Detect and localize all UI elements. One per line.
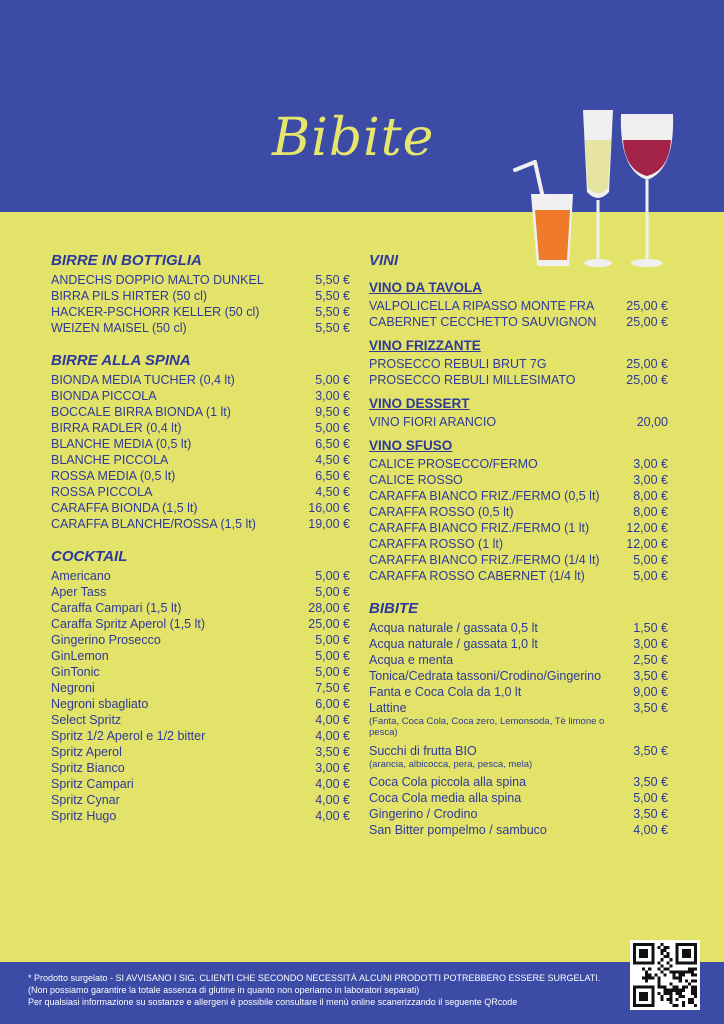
item-price: 3,50 € bbox=[633, 807, 668, 821]
item-name: San Bitter pompelmo / sambuco bbox=[369, 823, 547, 837]
item-price: 28,00 € bbox=[308, 601, 350, 615]
item-price: 5,50 € bbox=[315, 321, 350, 335]
item-price: 9,00 € bbox=[633, 685, 668, 699]
item-price: 25,00 € bbox=[626, 373, 668, 387]
right-column bbox=[369, 250, 668, 838]
list-bibite-a bbox=[369, 620, 668, 700]
item-price: 3,50 € bbox=[315, 745, 350, 759]
menu-item bbox=[51, 436, 350, 452]
menu-item bbox=[51, 468, 350, 484]
item-price: 12,00 € bbox=[626, 521, 668, 535]
list-vino-sfuso bbox=[369, 456, 668, 584]
item-name: VALPOLICELLA RIPASSO MONTE FRA bbox=[369, 299, 595, 313]
subheading-vino-frizzante: VINO FRIZZANTE bbox=[369, 338, 481, 353]
footer-line-2: (Non possiamo garantire la totale assenza di glutine in quanto non operiamo in laboratori separati) bbox=[28, 985, 420, 995]
subheading-vino-tavola: VINO DA TAVOLA bbox=[369, 280, 482, 295]
item-name: CALICE ROSSO bbox=[369, 473, 463, 487]
item-price: 3,50 € bbox=[633, 744, 668, 758]
drinks-illustration-icon bbox=[505, 100, 685, 272]
item-name: WEIZEN MAISEL (50 cl) bbox=[51, 321, 187, 335]
item-price: 6,00 € bbox=[315, 697, 350, 711]
menu-item bbox=[51, 616, 350, 632]
item-price: 25,00 € bbox=[626, 299, 668, 313]
list-vino-dessert bbox=[369, 414, 668, 430]
section-heading-vini: VINI bbox=[369, 252, 399, 269]
item-price: 5,50 € bbox=[315, 273, 350, 287]
item-name: Gingerino Prosecco bbox=[51, 633, 161, 647]
item-name: CARAFFA ROSSO (1 lt) bbox=[369, 537, 504, 551]
menu-item bbox=[369, 552, 668, 568]
menu-item bbox=[51, 728, 350, 744]
menu-item bbox=[51, 760, 350, 776]
menu-item bbox=[51, 452, 350, 468]
item-name: Aper Tass bbox=[51, 585, 107, 599]
item-price: 5,00 € bbox=[633, 553, 668, 567]
menu-item bbox=[51, 584, 350, 600]
menu-item bbox=[369, 314, 668, 330]
item-name: PROSECCO REBULI MILLESIMATO bbox=[369, 373, 576, 387]
menu-item bbox=[51, 484, 350, 500]
menu-item bbox=[51, 696, 350, 712]
item-name: VINO FIORI ARANCIO bbox=[369, 415, 497, 429]
menu-item bbox=[369, 806, 668, 822]
item-name: Spritz Campari bbox=[51, 777, 134, 791]
item-price: 6,50 € bbox=[315, 437, 350, 451]
item-price: 4,00 € bbox=[315, 777, 350, 791]
menu-item bbox=[369, 652, 668, 668]
list-cocktail bbox=[51, 568, 350, 824]
item-name: Spritz Aperol bbox=[51, 745, 122, 759]
menu-item bbox=[51, 372, 350, 388]
list-vino-tavola bbox=[369, 298, 668, 330]
item-price: 25,00 € bbox=[626, 357, 668, 371]
menu-item bbox=[51, 500, 350, 516]
item-name: CALICE PROSECCO/FERMO bbox=[369, 457, 538, 471]
item-price: 4,00 € bbox=[315, 793, 350, 807]
item-price: 3,50 € bbox=[633, 701, 668, 715]
menu-item bbox=[369, 536, 668, 552]
menu-item bbox=[51, 776, 350, 792]
item-price: 12,00 € bbox=[626, 537, 668, 551]
item-name: BLANCHE PICCOLA bbox=[51, 453, 169, 467]
item-name: Coca Cola media alla spina bbox=[369, 791, 522, 805]
item-price: 25,00 € bbox=[626, 315, 668, 329]
menu-item bbox=[51, 404, 350, 420]
menu-item bbox=[369, 504, 668, 520]
item-price: 20,00 bbox=[636, 415, 668, 429]
item-price: 6,50 € bbox=[315, 469, 350, 483]
list-birre-spina bbox=[51, 372, 350, 532]
item-name: Lattine bbox=[369, 701, 407, 715]
item-name: CARAFFA BIANCO FRIZ./FERMO (1/4 lt) bbox=[369, 553, 600, 567]
menu-item bbox=[51, 568, 350, 584]
item-price: 3,00 € bbox=[315, 761, 350, 775]
item-name: Caraffa Spritz Aperol (1,5 lt) bbox=[51, 617, 206, 631]
item-name: Acqua naturale / gassata 0,5 lt bbox=[369, 621, 538, 635]
item-name: Spritz 1/2 Aperol e 1/2 bitter bbox=[51, 729, 206, 743]
item-price: 4,50 € bbox=[315, 485, 350, 499]
item-name: BIRRA PILS HIRTER (50 cl) bbox=[51, 289, 208, 303]
menu-item bbox=[369, 456, 668, 472]
menu-item bbox=[369, 568, 668, 584]
footer-line-1: * Prodotto surgelato - SI AVVISANO I SIG. CLIENTI CHE SECONDO NECESSITÀ ALCUNI PRODOTTI POTREBBERO ESSERE SURGELATI. bbox=[28, 973, 601, 983]
item-price: 25,00 € bbox=[308, 617, 350, 631]
item-name: CARAFFA BIONDA (1,5 lt) bbox=[51, 501, 198, 515]
item-name: Negroni bbox=[51, 681, 95, 695]
item-name: BIRRA RADLER (0,4 lt) bbox=[51, 421, 182, 435]
section-heading-birre-spina: BIRRE ALLA SPINA bbox=[51, 352, 191, 369]
menu-item bbox=[369, 298, 668, 314]
item-name: Spritz Cynar bbox=[51, 793, 120, 807]
item-price: 3,00 € bbox=[633, 637, 668, 651]
menu-item bbox=[51, 420, 350, 436]
item-price: 5,00 € bbox=[315, 421, 350, 435]
item-name: CARAFFA BIANCO FRIZ./FERMO (1 lt) bbox=[369, 521, 590, 535]
item-name: Tonica/Cedrata tassoni/Crodino/Gingerino bbox=[369, 669, 602, 683]
menu-item bbox=[51, 304, 350, 320]
item-price: 3,50 € bbox=[633, 669, 668, 683]
item-name: Acqua e menta bbox=[369, 653, 454, 667]
menu-item bbox=[369, 774, 668, 790]
item-name: Caraffa Campari (1,5 lt) bbox=[51, 601, 182, 615]
item-name: ROSSA PICCOLA bbox=[51, 485, 153, 499]
menu-item bbox=[51, 320, 350, 336]
item-price: 3,00 € bbox=[315, 389, 350, 403]
list-vino-frizzante bbox=[369, 356, 668, 388]
menu-item bbox=[369, 684, 668, 700]
item-name: GinLemon bbox=[51, 649, 109, 663]
list-bibite-b bbox=[369, 774, 668, 838]
menu-item bbox=[51, 288, 350, 304]
item-price: 4,00 € bbox=[315, 809, 350, 823]
item-price: 5,00 € bbox=[315, 585, 350, 599]
item-price: 3,50 € bbox=[633, 775, 668, 789]
item-price: 5,00 € bbox=[315, 649, 350, 663]
item-price: 4,00 € bbox=[315, 729, 350, 743]
item-name: Succhi di frutta BIO bbox=[369, 744, 477, 758]
item-name: BIONDA PICCOLA bbox=[51, 389, 157, 403]
qr-code-icon bbox=[633, 943, 697, 1007]
item-name: PROSECCO REBULI BRUT 7G bbox=[369, 357, 547, 371]
menu-item bbox=[51, 648, 350, 664]
footer bbox=[0, 962, 724, 1024]
menu-item bbox=[369, 472, 668, 488]
item-name: Fanta e Coca Cola da 1,0 lt bbox=[369, 685, 522, 699]
item-name: Americano bbox=[51, 569, 111, 583]
item-name: CARAFFA ROSSO CABERNET (1/4 lt) bbox=[369, 569, 585, 583]
page-title: Bibite bbox=[272, 108, 435, 168]
menu-item bbox=[369, 488, 668, 504]
menu-item bbox=[369, 372, 668, 388]
menu-item bbox=[369, 790, 668, 806]
subheading-vino-sfuso: VINO SFUSO bbox=[369, 438, 453, 453]
item-price: 7,50 € bbox=[315, 681, 350, 695]
menu-item bbox=[369, 822, 668, 838]
menu-item bbox=[51, 632, 350, 648]
item-name: HACKER-PSCHORR KELLER (50 cl) bbox=[51, 305, 260, 319]
left-column bbox=[51, 250, 350, 824]
menu-item bbox=[51, 600, 350, 616]
menu-item bbox=[369, 620, 668, 636]
header-banner bbox=[0, 0, 724, 212]
item-price: 5,00 € bbox=[315, 665, 350, 679]
item-name: ANDECHS DOPPIO MALTO DUNKEL bbox=[51, 273, 264, 287]
item-price: 19,00 € bbox=[308, 517, 350, 531]
item-price: 16,00 € bbox=[308, 501, 350, 515]
footer-line-3: Per qualsiasi informazione su sostanze e allergeni è possibile consultare il menù online scanerizzando il seguente QRcode bbox=[28, 997, 518, 1007]
menu-item bbox=[51, 388, 350, 404]
item-price: 8,00 € bbox=[633, 489, 668, 503]
item-price: 5,00 € bbox=[315, 373, 350, 387]
item-price: 3,00 € bbox=[633, 457, 668, 471]
menu-item-lattine bbox=[369, 700, 668, 738]
item-price: 4,00 € bbox=[315, 713, 350, 727]
item-price: 9,50 € bbox=[315, 405, 350, 419]
item-name: ROSSA MEDIA (0,5 lt) bbox=[51, 469, 176, 483]
item-name: Coca Cola piccola alla spina bbox=[369, 775, 527, 789]
item-name: Negroni sbagliato bbox=[51, 697, 149, 711]
menu-item bbox=[369, 414, 668, 430]
item-name: Spritz Bianco bbox=[51, 761, 125, 775]
item-name: Gingerino / Crodino bbox=[369, 807, 478, 821]
item-name: BOCCALE BIRRA BIONDA (1 lt) bbox=[51, 405, 231, 419]
item-name: CARAFFA ROSSO (0,5 lt) bbox=[369, 505, 514, 519]
item-price: 5,00 € bbox=[315, 569, 350, 583]
item-name: CARAFFA BIANCO FRIZ./FERMO (0,5 lt) bbox=[369, 489, 600, 503]
item-note: (arancia, albicocca, pera, pesca, mela) bbox=[369, 759, 533, 770]
item-name: CARAFFA BLANCHE/ROSSA (1,5 lt) bbox=[51, 517, 256, 531]
section-heading-cocktail: COCKTAIL bbox=[51, 548, 128, 565]
menu-item bbox=[51, 680, 350, 696]
item-price: 8,00 € bbox=[633, 505, 668, 519]
item-price: 5,00 € bbox=[633, 791, 668, 805]
menu-item-succhi bbox=[369, 743, 668, 770]
item-name: BLANCHE MEDIA (0,5 lt) bbox=[51, 437, 192, 451]
menu-item bbox=[51, 664, 350, 680]
menu-item bbox=[51, 272, 350, 288]
qr-code[interactable] bbox=[630, 940, 700, 1010]
item-price: 5,00 € bbox=[315, 633, 350, 647]
item-price: 5,50 € bbox=[315, 305, 350, 319]
item-price: 1,50 € bbox=[633, 621, 668, 635]
item-name: CABERNET CECCHETTO SAUVIGNON bbox=[369, 315, 597, 329]
menu-item bbox=[369, 356, 668, 372]
menu-item bbox=[51, 516, 350, 532]
menu-item bbox=[369, 636, 668, 652]
item-price: 2,50 € bbox=[633, 653, 668, 667]
list-birre-bottiglia bbox=[51, 272, 350, 336]
menu-item bbox=[51, 808, 350, 824]
menu-item bbox=[51, 792, 350, 808]
item-price: 3,00 € bbox=[633, 473, 668, 487]
section-heading-birre-bottiglia: BIRRE IN BOTTIGLIA bbox=[51, 252, 202, 269]
menu-item bbox=[51, 712, 350, 728]
menu-item bbox=[369, 668, 668, 684]
item-name: BIONDA MEDIA TUCHER (0,4 lt) bbox=[51, 373, 235, 387]
item-price: 4,50 € bbox=[315, 453, 350, 467]
item-name: Select Spritz bbox=[51, 713, 122, 727]
menu-item bbox=[51, 744, 350, 760]
subheading-vino-dessert: VINO DESSERT bbox=[369, 396, 470, 411]
item-name: Acqua naturale / gassata 1,0 lt bbox=[369, 637, 538, 651]
menu-item bbox=[369, 520, 668, 536]
section-heading-bibite: BIBITE bbox=[369, 600, 419, 617]
item-name: Spritz Hugo bbox=[51, 809, 117, 823]
item-price: 4,00 € bbox=[633, 823, 668, 837]
item-note: (Fanta, Coca Cola, Coca zero, Lemonsoda, Tè limone o pesca) bbox=[369, 716, 605, 738]
item-name: GinTonic bbox=[51, 665, 100, 679]
item-price: 5,50 € bbox=[315, 289, 350, 303]
item-price: 5,00 € bbox=[633, 569, 668, 583]
